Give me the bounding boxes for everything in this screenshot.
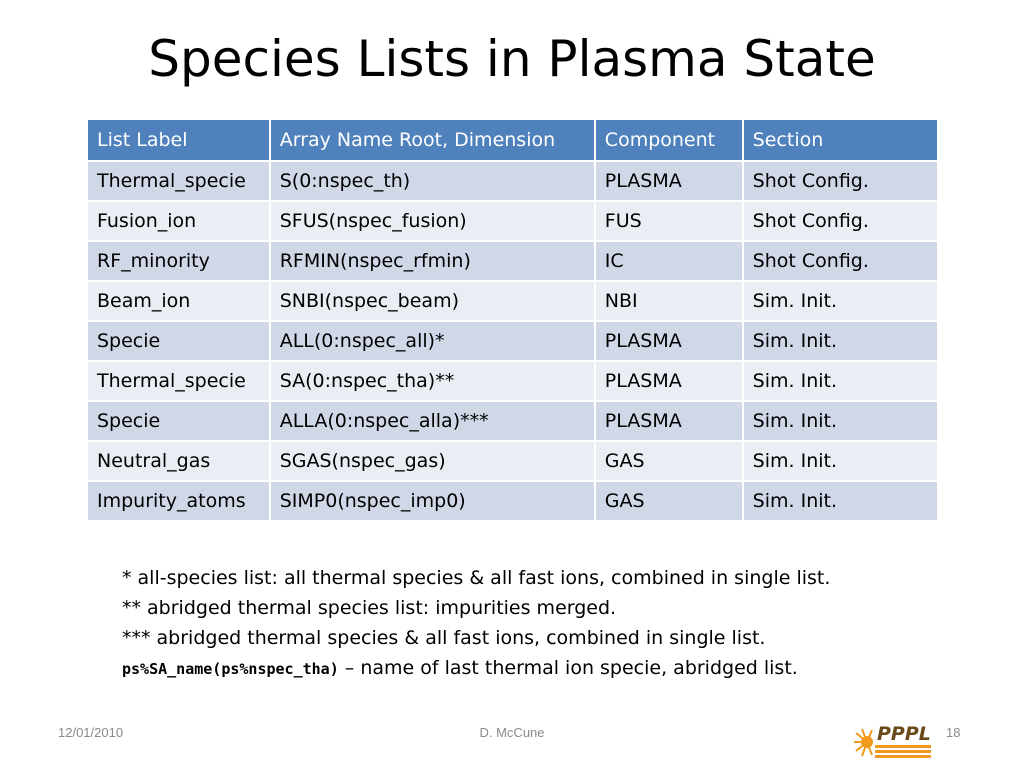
cell-array-name: SIMP0(nspec_imp0) xyxy=(270,481,595,521)
table-header-row xyxy=(87,119,938,161)
cell-component: FUS xyxy=(595,201,743,241)
cell-component: GAS xyxy=(595,481,743,521)
table-row xyxy=(87,481,938,521)
column-header-section: Section xyxy=(743,119,938,161)
footer-date: 12/01/2010 xyxy=(58,725,124,740)
cell-component: NBI xyxy=(595,281,743,321)
cell-list-label: Impurity_atoms xyxy=(87,481,270,521)
cell-section: Sim. Init. xyxy=(743,281,938,321)
footnotes xyxy=(122,563,830,684)
table-row xyxy=(87,401,938,441)
table-row xyxy=(87,321,938,361)
cell-list-label: Fusion_ion xyxy=(87,201,270,241)
table-row xyxy=(87,361,938,401)
table-row xyxy=(87,281,938,321)
cell-section: Sim. Init. xyxy=(743,401,938,441)
cell-array-name: RFMIN(nspec_rfmin) xyxy=(270,241,595,281)
table-row xyxy=(87,441,938,481)
footnote-abridged-thermal: ** abridged thermal species list: impurities merged. xyxy=(122,597,617,619)
cell-list-label: Thermal_specie xyxy=(87,161,270,201)
cell-array-name: SNBI(nspec_beam) xyxy=(270,281,595,321)
cell-section: Sim. Init. xyxy=(743,441,938,481)
cell-component: PLASMA xyxy=(595,361,743,401)
footnote-sa-name-text: – name of last thermal ion specie, abridged list. xyxy=(338,657,798,679)
cell-list-label: Beam_ion xyxy=(87,281,270,321)
cell-section: Shot Config. xyxy=(743,201,938,241)
cell-array-name: ALLA(0:nspec_alla)*** xyxy=(270,401,595,441)
footnote-all-species: * all-species list: all thermal species & all fast ions, combined in single list. xyxy=(122,567,831,589)
footnote-abridged-fast-ions: *** abridged thermal species & all fast ions, combined in single list. xyxy=(122,627,766,649)
cell-list-label: Neutral_gas xyxy=(87,441,270,481)
cell-section: Shot Config. xyxy=(743,241,938,281)
cell-component: IC xyxy=(595,241,743,281)
cell-list-label: RF_minority xyxy=(87,241,270,281)
sunburst-icon xyxy=(854,729,873,756)
cell-component: GAS xyxy=(595,441,743,481)
cell-section: Sim. Init. xyxy=(743,481,938,521)
column-header-component: Component xyxy=(595,119,743,161)
footnote-sa-name xyxy=(122,653,830,684)
column-header-list-label: List Label xyxy=(87,119,270,161)
table-row xyxy=(87,241,938,281)
cell-array-name: ALL(0:nspec_all)* xyxy=(270,321,595,361)
cell-list-label: Specie xyxy=(87,401,270,441)
cell-section: Shot Config. xyxy=(743,161,938,201)
cell-array-name: SA(0:nspec_tha)** xyxy=(270,361,595,401)
table-row xyxy=(87,201,938,241)
cell-list-label: Thermal_specie xyxy=(87,361,270,401)
cell-section: Sim. Init. xyxy=(743,361,938,401)
logo-text: PPPL xyxy=(877,723,931,745)
cell-list-label: Specie xyxy=(87,321,270,361)
slide-number: 18 xyxy=(946,725,961,740)
cell-section: Sim. Init. xyxy=(743,321,938,361)
slide-title: Species Lists in Plasma State xyxy=(148,30,876,88)
code-snippet: ps%SA_name(ps%nspec_tha) xyxy=(122,660,339,678)
cell-array-name: SFUS(nspec_fusion) xyxy=(270,201,595,241)
cell-array-name: S(0:nspec_th) xyxy=(270,161,595,201)
cell-component: PLASMA xyxy=(595,321,743,361)
column-header-array-name: Array Name Root, Dimension xyxy=(270,119,595,161)
pppl-logo xyxy=(853,718,933,762)
species-table xyxy=(86,118,939,522)
footer-author: D. McCune xyxy=(479,725,545,740)
table-row xyxy=(87,161,938,201)
cell-array-name: SGAS(nspec_gas) xyxy=(270,441,595,481)
cell-component: PLASMA xyxy=(595,161,743,201)
cell-component: PLASMA xyxy=(595,401,743,441)
